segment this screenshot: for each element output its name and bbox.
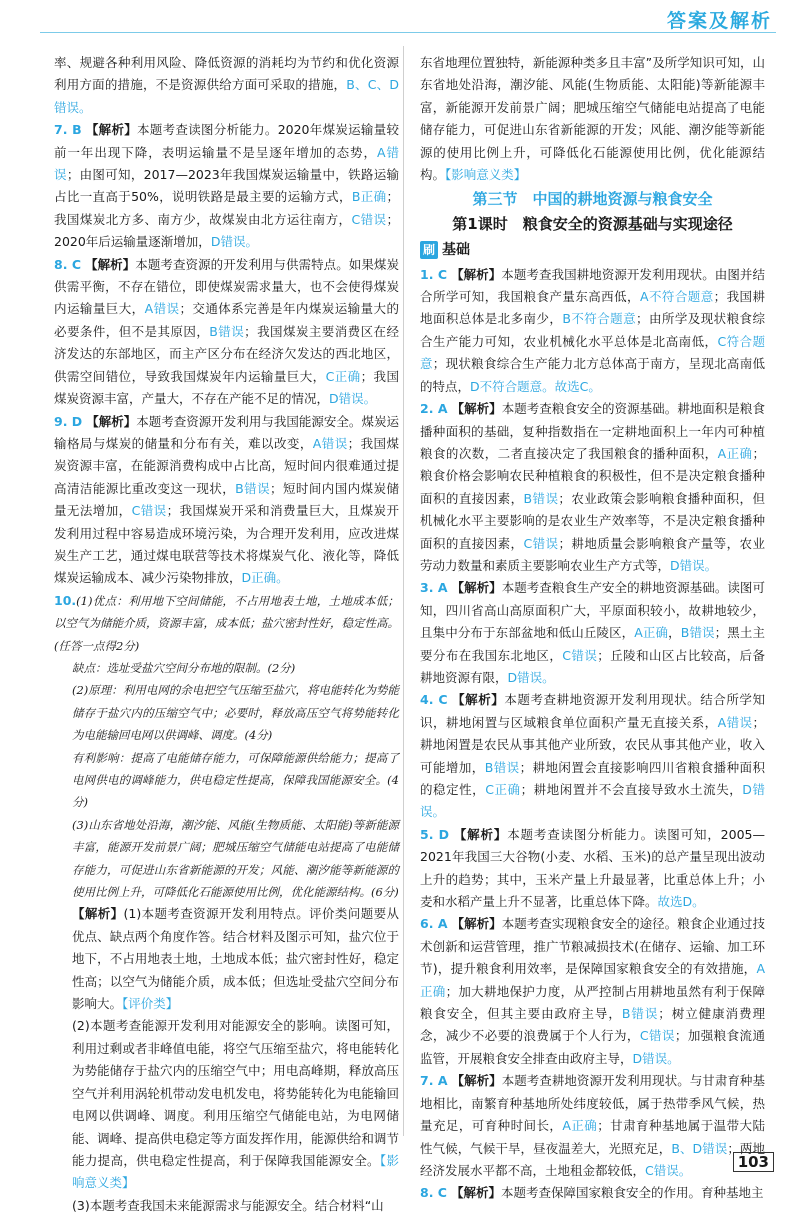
- answer-3-right: 3. A 【解析】本题考查粮食生产安全的耕地资源基础。读图可知，四川省高山高原面积广大，平原面积较小，故耕地较少，且集中分布于东部盆地和低山丘陵区，A正确，B错误；黑土主要分布在我国东北地区，C错误；丘陵和山区占比较高，后备耕地资源有限，D错误。: [420, 580, 765, 685]
- header-divider: [40, 32, 776, 33]
- answer-2-right: 2. A 【解析】本题考查粮食安全的资源基础。耕地面积是粮食播种面积的基础，复种指数指在一定耕地面积上一年内可种植粮食的次数，二者直接决定了我国粮食的播种面积，A正确；粮食价格会影响农民种植粮食的积极性，但不是决定粮食播种面积的直接因素，B错误；农业政策会影响粮食播种面积，但机械化水平主要影响的是农业生产效率等，不是决定粮食播种面积的直接因素，C错误；耕地质量会影响粮食产量等，农业劳动力数量和素质主要影响农业生产方式等，D错误。: [420, 401, 765, 573]
- column-divider: [403, 46, 404, 1136]
- header-title: 答案及解析: [666, 10, 772, 32]
- question-number: 9. D: [54, 413, 83, 429]
- answer-10-left: 10.(1)优点：利用地下空间储能，不占用地表土地，土地成本低；以空气为储能介质，资源丰富，成本低；盐穴密封性好，稳定性高。(任答一点得2分) 缺点：选址受盐穴空间分布地的限制。(2分) (2)原理：利用电网的余电把空气压缩至盐穴，将电能转化为势能储存于盐穴内的压缩空气中；必要时，释放高压空气将势能转化为电能输回电网以供调峰、调度。(4分) 有利影响：提高了电能储存能力，可保障能源供给能力；提高了电网供电的调峰能力，供电稳定性提高，保障我国能源安全。(4分) (3)山东省地处沿海，潮汐能、风能(生物质能、太阳能)等新能源丰富，能源开发前景广阔；肥城压缩空气储能电站提高了电能储存能力，可促进山东省新能源的开发；风能、潮汐能等新能源的使用比例上升，可降低化石能源使用比例，优化能源结构。(6分) 【解析】(1)本题考查资源开发利用特点。评价类问题要从优点、缺点两个角度作答。结合材料及图示可知，盐穴位于地下，不占用地表土地，土地成本低；盐穴密封性好，稳定性高；以空气为储能介质，成本低；但选址受盐穴空间分布影响大。【评价类】 (2)本题考查能源开发利用对能源安全的影响。读图可知，利用过剩或者非峰值电能，将空气压缩至盐穴，将电能转化为势能储存于盐穴内的压缩空气中；用电高峰期，释放高压空气并利用涡轮机带动发电机发电，将势能转化为电能输回电网以供调峰、调度。利用压缩空气储能电站，为电网储能、调峰、提高供电稳定等方面发挥作用，能源供给和调节能力提高，供电稳定性提高，利于保障我国能源安全。【影响意义类】 (3)本题考查我国未来能源需求与能源安全。结合材料“山: [54, 590, 399, 1217]
- brush-icon: 刷: [420, 241, 438, 259]
- answer-9-left: 9. D 【解析】本题考查资源开发利用与我国能源安全。煤炭运输格局与煤炭的储量和分布有关，难以改变，A错误；我国煤炭资源丰富，在能源消费构成中占比高，短时间内很难通过提高清洁能源比重改变这一现状，B错误；短时间内国内煤炭储量无法增加，C错误；我国煤炭开采和消费量巨大，且煤炭开发利用过程中容易造成环境污染，为合理开发利用，应改进煤炭生产工艺，通过煤电联营等技术将煤炭气化、液化等，降低煤炭运输成本、减少污染物排放，D正确。: [54, 413, 399, 586]
- answer-6-right: 6. A 【解析】本题考查实现粮食安全的途径。粮食企业通过技术创新和运营管理，推广节粮减损技术(在储存、运输、加工环节)，提升粮食利用效率，是保障国家粮食安全的有效措施，A正确；加大耕地保护力度，从严控制占用耕地虽然有利于保障粮食安全，但其主要由政府主导，B错误；树立健康消费理念，减少不必要的浪费属于个人行为，C错误；加强粮食流通监管，开展粮食安全排查由政府主导，D错误。: [420, 916, 765, 1066]
- question-number: 4. C: [420, 692, 448, 708]
- question-number: 10.: [54, 592, 77, 608]
- question-number: 8. C: [420, 1185, 447, 1201]
- question-number: 3. A: [420, 580, 448, 596]
- answer-7-right: 7. A 【解析】本题考查耕地资源开发利用现状。与甘肃育种基地相比，南繁育种基地所处纬度较低，属于热带季风气候，热量充足，可育种时间长，A正确；甘肃育种基地属于温带大陆性气候，气候干旱，昼夜温差大，光照充足，B、D错误；两地经济发展水平都不高，土地租金都较低，C错误。: [420, 1073, 765, 1178]
- basics-badge-row: [420, 239, 765, 261]
- answer-text: (3)山东省地处沿海，潮汐能、风能(生物质能、太阳能)等新能源丰富，能源开发前景广阔；肥城压缩空气储能电站提高了电能储存能力，可促进山东省新能源的开发；风能、潮汐能等新能源的使用比例上升，可降低化石能源使用比例，优化能源结构。(6分): [72, 817, 399, 900]
- explanation: (3)本题考查我国未来能源需求与能源安全。结合材料“山: [72, 1197, 384, 1213]
- answer-7-left: 7. B 【解析】本题考查读图分析能力。2020年煤炭运输量较前一年出现下降，表明运输量不是呈逐年增加的态势，A错误；由图可知，2017—2023年我国煤炭运输量中，铁路运输占比一直高于50%，说明铁路是最主要的运输方式，B正确；我国煤炭北方多、南方少，故煤炭由北方运往南方，C错误；2020年后运输量逐渐增加，D错误。: [54, 122, 400, 250]
- question-number: 6. A: [420, 916, 448, 932]
- badge-label: 基础: [442, 242, 470, 259]
- intro-paragraph: 率、规避各种利用风险、降低资源的消耗均为节约和优化资源利用方面的措施，不是资源供给方面可采取的措施，B、C、D错误。: [54, 55, 399, 115]
- answer-text: (2)原理：利用电网的余电把空气压缩至盐穴，将电能转化为势能储存于盐穴内的压缩空气中；必要时，释放高压空气将势能转化为电能输回电网以供调峰、调度。(4分): [72, 683, 399, 743]
- question-number: 2. A: [420, 401, 448, 417]
- answer-4-right: 4. C 【解析】本题考查耕地资源开发利用现状。结合所学知识，耕地闲置与区域粮食单位面积产量无直接关系，A错误；耕地闲置是农民从事其他产业所致，农民从事其他产业，收入可能增加，B错误；耕地闲置会直接影响四川省粮食播种面积的稳定性，C正确；耕地闲置并不会直接导致水土流失，D错误。: [420, 692, 765, 820]
- answer-text: 缺点：选址受盐穴空间分布地的限制。(2分): [72, 660, 296, 675]
- question-number: 5. D: [420, 826, 450, 842]
- explanation: 【解析】(1)本题考查资源开发利用特点。评价类问题要从优点、缺点两个角度作答。结合材料及图示可知，盐穴位于地下，不占用地表土地，土地成本低；盐穴密封性好，稳定性高；以空气为储能介质，成本低；但选址受盐穴空间分布影响大。【评价类】: [72, 906, 399, 1012]
- answer-8-left: 8. C 【解析】本题考查资源的开发利用与供需特点。如果煤炭供需平衡，不存在错位，即使煤炭需求量大，也不会使得煤炭内运输量巨大，A错误；交通体系完善是年内煤炭运输量大的必要条件，但不是其原因，B错误；我国煤炭主要消费区在经济发达的东部地区，而主产区分布在经济欠发达的西北地区，供需空间错位，导致我国煤炭年内运输量巨大，C正确；我国煤炭资源丰富，产量大，不存在产能不足的情况，D错误。: [54, 256, 399, 407]
- question-number: 1. C: [420, 266, 448, 282]
- question-number: 7. B: [54, 122, 82, 138]
- lesson-title: 第1课时 粮食安全的资源基础与实现途径: [452, 214, 733, 233]
- question-number: 7. A: [420, 1073, 448, 1089]
- section-title: 第三节 中国的耕地资源与粮食安全: [472, 190, 713, 209]
- answer-5-right: 5. D 【解析】本题考查读图分析能力。读图可知，2005—2021年我国三大谷物(小麦、水稻、玉米)的总产量呈现出波动上升的趋势；其中，玉米产量上升最显著，比重总体上升；小麦和水稻产量上升不显著，比重总体下降。故选D。: [420, 826, 765, 910]
- continuation-paragraph: 东省地理位置独特，新能源种类多且丰富”及所学知识可知，山东省地处沿海，潮汐能、风能(生物质能、太阳能)等新能源丰富，新能源开发前景广阔；肥城压缩空气储能电站提高了电能储存能力，可促进山东省新能源的开发；风能、潮汐能等新能源的使用比例上升，可降低化石能源使用比例，优化能源结构。【影响意义类】: [420, 55, 765, 183]
- page-number: 103: [733, 1152, 774, 1172]
- answer-1-right: 1. C 【解析】本题考查我国耕地资源开发利用现状。由图并结合所学可知，我国粮食产量东高西低，A不符合题意；我国耕地面积总体是北多南少，B不符合题意；由所学及现状粮食综合生产能力可知，农业机械化水平总体是北高南低，C符合题意；现状粮食综合生产能力北方总体高于南方，呈现北高南低的特点，D不符合题意。故选C。: [420, 266, 765, 394]
- right-column: [420, 52, 765, 1205]
- question-number: 8. C: [54, 256, 82, 272]
- answer-text: 有利影响：提高了电能储存能力，可保障能源供给能力；提高了电网供电的调峰能力，供电稳定性提高，保障我国能源安全。(4分): [72, 750, 399, 810]
- left-column: [54, 52, 399, 1217]
- answer-8-right: 8. C 【解析】本题考查保障国家粮食安全的作用。育种基地主: [420, 1185, 764, 1201]
- explanation: (2)本题考查能源开发利用对能源安全的影响。读图可知，利用过剩或者非峰值电能，将空气压缩至盐穴，将电能转化为势能储存于盐穴内的压缩空气中；用电高峰期，释放高压空气并利用涡轮机带动发电机发电，将势能转化为电能输回电网以供调峰、调度。利用压缩空气储能电站，为电网储能、调峰、提高供电稳定等方面发挥作用，能源供给和调节能力提高，供电稳定性提高，利于保障我国能源安全。【影响意义类】: [72, 1018, 399, 1191]
